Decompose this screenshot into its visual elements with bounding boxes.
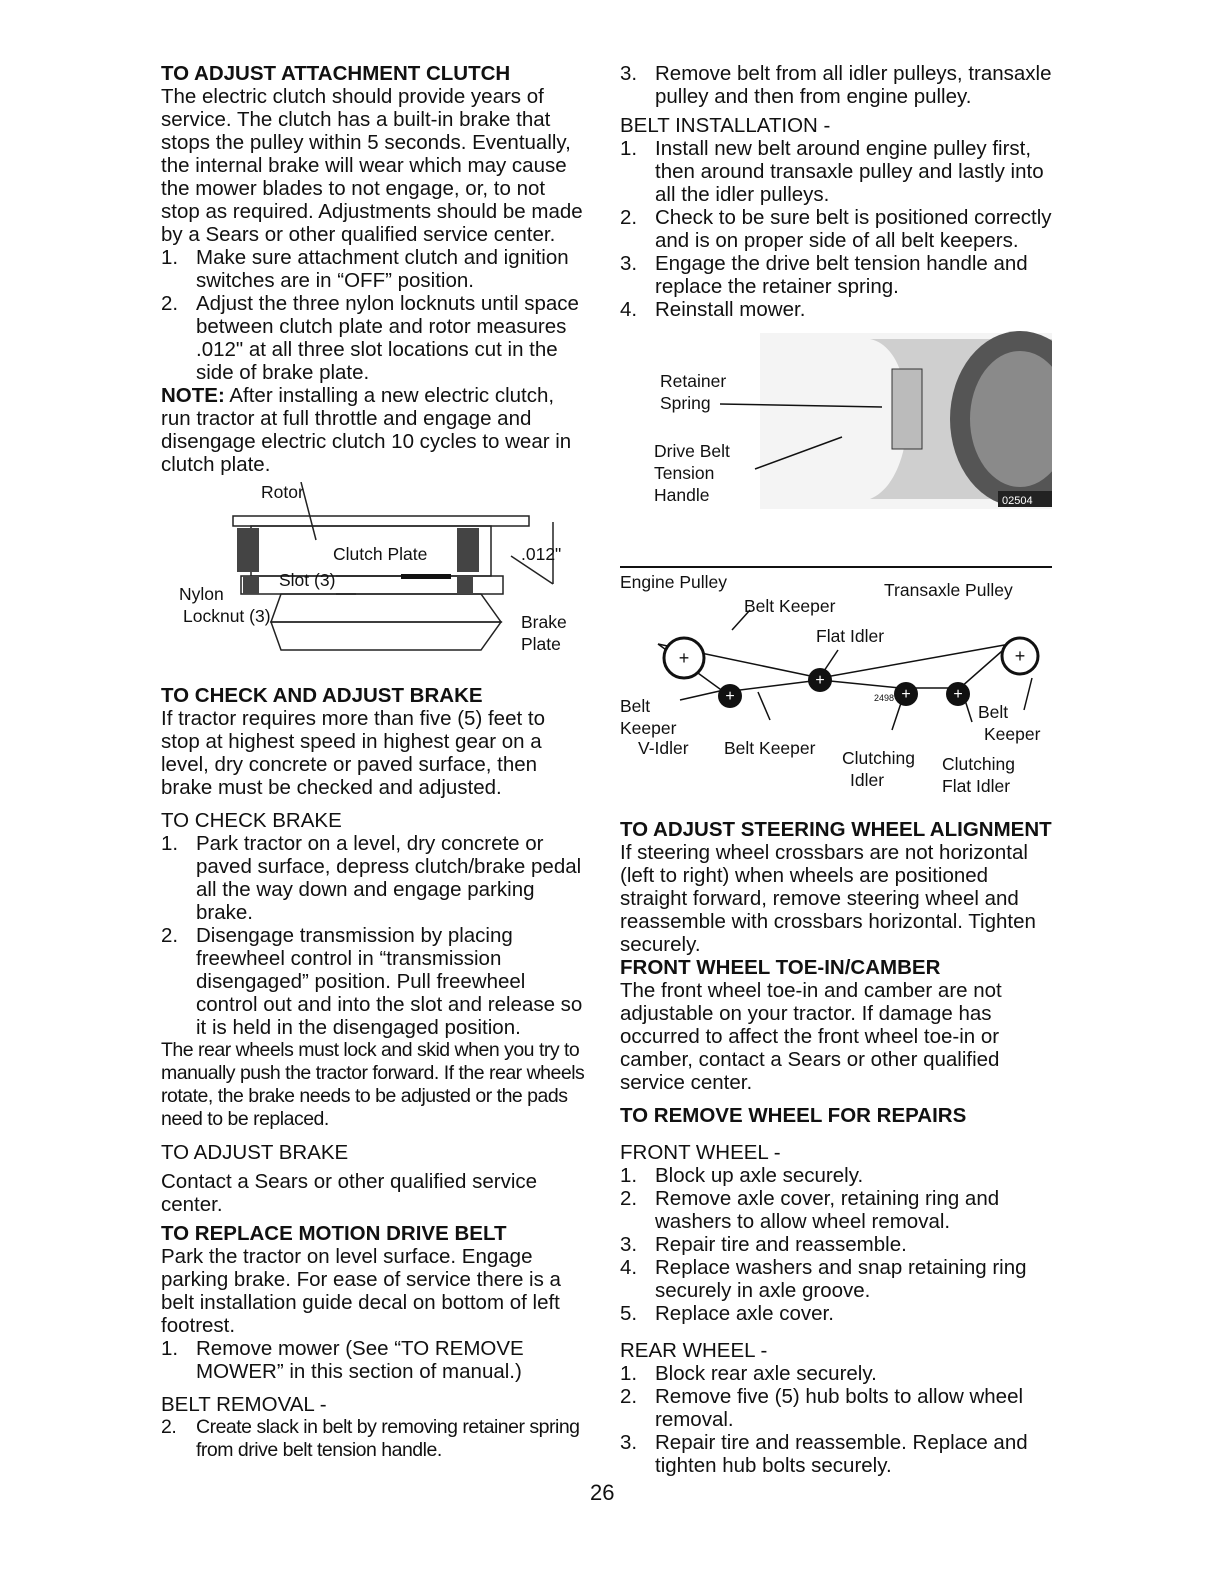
clutching-flat-label-1: Clutching <box>942 754 1015 774</box>
list-item: 5. Replace axle cover. <box>620 1302 834 1325</box>
list-item: 3. Repair tire and reassemble. Replace and tighten hub bolts securely. <box>620 1431 1028 1477</box>
slot-label: Slot (3) <box>279 570 336 590</box>
tension-label: Tension <box>654 463 715 483</box>
list-item: 1. Block up axle securely. <box>620 1164 864 1187</box>
clutching-flat-label-2: Flat Idler <box>942 776 1011 796</box>
pulley-top <box>271 594 501 622</box>
list-item: 3. Repair tire and reassemble. <box>620 1233 907 1256</box>
slot-mark <box>401 574 451 579</box>
list-item: 2. Adjust the three nylon locknuts until space between clutch plate and rotor measures .012" at all three slot locations cut in the side of brake plate. <box>161 292 579 384</box>
adjust-brake-subheading: TO ADJUST BRAKE <box>161 1141 349 1164</box>
locknut-left <box>243 576 259 594</box>
locknut-label: Locknut (3) <box>183 606 271 626</box>
v-idler-plus: + <box>725 688 735 705</box>
list-item: 2. Check to be sure belt is positioned correctly and is on proper side of all belt keepers. <box>620 206 1052 252</box>
pulley-bottom <box>271 622 501 650</box>
list-item: 1. Park tractor on a level, dry concrete or paved surface, depress clutch/brake pedal all the way down and engage parking brake. <box>161 832 582 924</box>
tension-handle-photo <box>620 329 1052 509</box>
clutching-flat-plus: + <box>953 686 963 703</box>
brake-heading: TO CHECK AND ADJUST BRAKE <box>161 684 483 707</box>
page-number: 26 <box>590 1480 615 1505</box>
clutching-flat-leader <box>965 700 972 722</box>
list-item: 3. Remove belt from all idler pulleys, transaxle pulley and then from engine pulley. <box>620 62 1052 108</box>
engine-pulley-label: Engine Pulley <box>620 572 728 592</box>
steering-body: If steering wheel crossbars are not horizontal (left to right) when wheels are positioned straight forward, remove steering wheel and reassemble with crossbars horizontal. Tighten securely. <box>620 841 1036 956</box>
belt-removal-subheading: BELT REMOVAL - <box>161 1393 327 1416</box>
check-brake-subheading: TO CHECK BRAKE <box>161 809 342 832</box>
list-item: 3. Engage the drive belt tension handle and replace the retainer spring. <box>620 252 1028 298</box>
photo-code: 02504 <box>1002 495 1033 507</box>
left-column <box>161 62 587 1462</box>
right-column <box>620 62 1052 509</box>
list-item: 2. Create slack in belt by removing retainer spring from drive belt tension handle. <box>161 1416 580 1461</box>
clutch-diagram <box>161 482 587 678</box>
list-item: 1. Install new belt around engine pulley first, then around transaxle pulley and lastly into all the idler pulleys. <box>620 137 1044 206</box>
rear-wheels-note: The rear wheels must lock and skid when you try to manually push the tractor forward. If the rear wheels rotate, the brake needs to be adjusted or the pads need to be replaced. <box>161 1039 585 1130</box>
belt-right-label: Belt <box>978 702 1009 722</box>
belt-keeper-top-label: Belt Keeper <box>744 596 836 616</box>
clutch-plate-label: Clutch Plate <box>333 544 428 564</box>
belt-removal-step2 <box>161 1416 587 1462</box>
motion-belt-step1 <box>161 1337 587 1383</box>
gap-label: .012" <box>521 544 562 564</box>
rear-wheel-subheading: REAR WHEEL - <box>620 1339 768 1362</box>
removal-step3 <box>620 62 1052 108</box>
retainer-label: Retainer <box>660 371 727 391</box>
brake-body: If tractor requires more than five (5) feet to stop at highest speed in highest gear on a level, dry concrete or paved surface, then brake must be checked and adjusted. <box>161 707 545 799</box>
attach-clutch-body: The electric clutch should provide years of service. The clutch has a built-in brake that stops the pulley within 5 seconds. Eventually, the internal brake will wear which may cause the mower blades to not engage, or, to not stop as required. Adjustments should be made by a Sears or other qualified service center. <box>161 85 583 246</box>
spring-label: Spring <box>660 393 711 413</box>
clutching-idler-label-1: Clutching <box>842 748 915 768</box>
rotor-label: Rotor <box>261 482 304 502</box>
engine-pulley-plus: + <box>678 648 690 668</box>
steering-heading: TO ADJUST STEERING WHEEL ALIGNMENT <box>620 818 1052 841</box>
motion-belt-body: Park the tractor on level surface. Engage parking brake. For ease of service there is a belt installation guide decal on bottom of left footrest. <box>161 1245 561 1337</box>
toe-in-body: The front wheel toe-in and camber are not adjustable on your tractor. If damage has occurred to affect the front wheel toe-in or camber, contact a Sears or other qualified service center. <box>620 979 1002 1094</box>
spring-right <box>457 528 479 572</box>
transaxle-pulley-plus: + <box>1014 646 1026 666</box>
brake-label: Brake <box>521 612 567 632</box>
list-item: 2. Remove axle cover, retaining ring and washers to allow wheel removal. <box>620 1187 1000 1233</box>
belt-installation-subheading: BELT INSTALLATION - <box>620 114 831 137</box>
clutching-idler-plus: + <box>901 686 911 703</box>
flat-idler-label: Flat Idler <box>816 626 885 646</box>
clutching-idler-label-2: Idler <box>850 770 885 790</box>
list-item: 2. Disengage transmission by placing freewheel control in “transmission disengaged” position. Pull freewheel control out and into the slot and release so it is held in the disengaged position. <box>161 924 583 1039</box>
rear-wheel-steps <box>620 1362 1052 1477</box>
belt-keeper-right-leader <box>1024 678 1032 710</box>
section-divider <box>620 566 1052 568</box>
list-item: 1. Block rear axle securely. <box>620 1362 877 1385</box>
front-wheel-subheading: FRONT WHEEL - <box>620 1141 781 1164</box>
right-column-lower <box>620 818 1052 1477</box>
belt-keeper-bottom-label: Belt Keeper <box>724 738 816 758</box>
v-idler-label: V-Idler <box>638 738 689 758</box>
installation-steps <box>620 137 1052 321</box>
flat-idler-plus: + <box>815 672 825 689</box>
list-item: 4. Reinstall mower. <box>620 298 806 321</box>
attach-clutch-note: NOTE: After installing a new electric clutch, run tractor at full throttle and engage and disengage electric clutch 10 cycles to wear in clutch plate. <box>161 384 572 476</box>
belt-upper <box>658 644 1010 678</box>
front-wheel-steps <box>620 1164 1052 1325</box>
belt-left-label: Belt <box>620 696 651 716</box>
handle-label: Handle <box>654 485 710 505</box>
locknut-right <box>457 576 473 594</box>
toe-in-heading: FRONT WHEEL TOE-IN/CAMBER <box>620 956 941 979</box>
list-item: 2. Remove five (5) hub bolts to allow wheel removal. <box>620 1385 1024 1431</box>
keeper-left-label: Keeper <box>620 718 677 738</box>
plate-label: Plate <box>521 634 561 654</box>
belt-keeper-left-leader <box>680 690 724 700</box>
keeper-right-label: Keeper <box>984 724 1041 744</box>
transaxle-pulley-label: Transaxle Pulley <box>884 580 1013 600</box>
list-item: 1. Remove mower (See “TO REMOVE MOWER” in this section of manual.) <box>161 1337 524 1383</box>
spring-left <box>237 528 259 572</box>
belt-diagram <box>620 570 1052 802</box>
diagram-code: 2498 <box>874 693 895 703</box>
list-item: 4. Replace washers and snap retaining ring securely in axle groove. <box>620 1256 1027 1302</box>
tension-handle-bracket <box>892 369 922 449</box>
remove-wheel-heading: TO REMOVE WHEEL FOR REPAIRS <box>620 1104 967 1127</box>
motion-belt-heading: TO REPLACE MOTION DRIVE BELT <box>161 1222 507 1245</box>
attach-clutch-steps <box>161 246 587 384</box>
adjust-brake-text: Contact a Sears or other qualified service center. <box>161 1170 538 1216</box>
rotor-body <box>233 516 529 526</box>
list-item: 1. Make sure attachment clutch and ignition switches are in “OFF” position. <box>161 246 569 292</box>
drive-belt-label: Drive Belt <box>654 441 730 461</box>
belt-keeper-bottom-leader <box>758 692 770 720</box>
attach-clutch-heading: TO ADJUST ATTACHMENT CLUTCH <box>161 62 511 85</box>
nylon-label: Nylon <box>179 584 224 604</box>
check-brake-steps <box>161 832 587 1039</box>
